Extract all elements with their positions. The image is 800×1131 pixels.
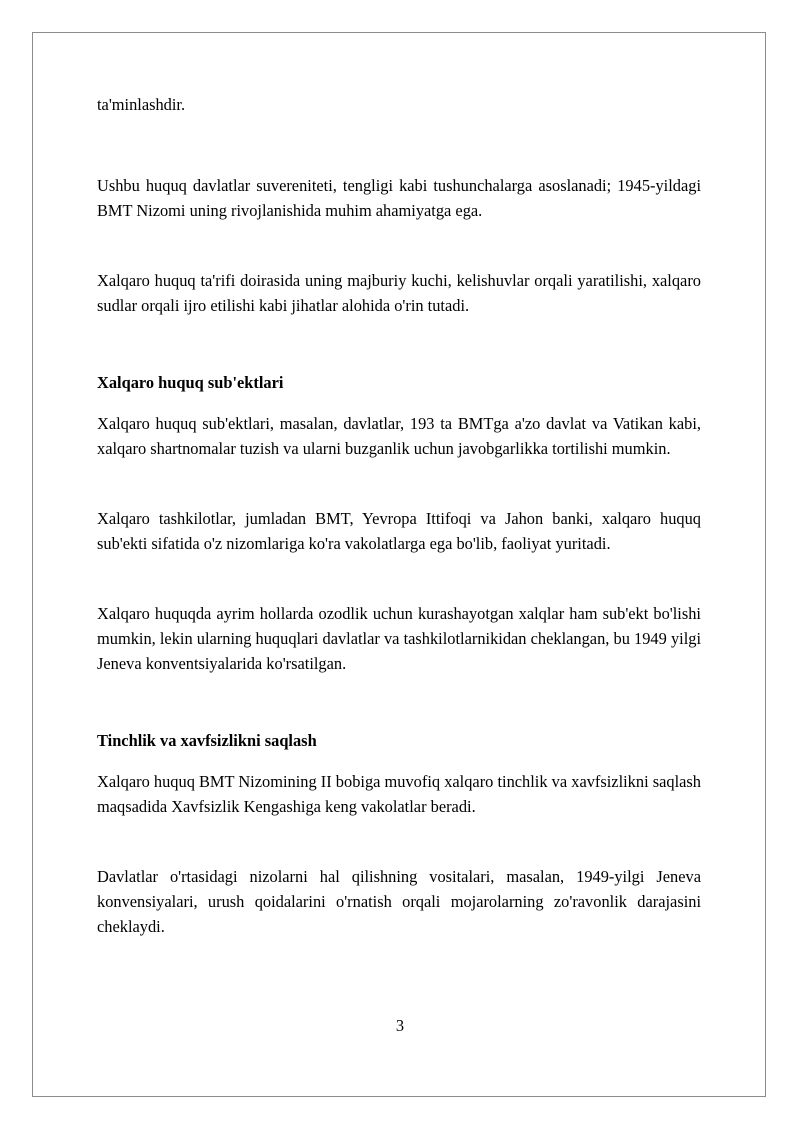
paragraph-sovereignty: Ushbu huquq davlatlar suvereniteti, tengligi kabi tushunchalarga asoslanadi; 1945-yildagi BMT Nizomi uning rivojlanishida muhim ahamiyatga ega. <box>97 176 701 220</box>
paragraph-security-council: Xalqaro huquq BMT Nizomining II bobiga muvofiq xalqaro tinchlik va xavfsizlikni saqlash maqsadida Xavfsizlik Kengashiga keng vakolatlar beradi. <box>97 772 701 816</box>
paragraph-continuation: ta'minlashdir. <box>97 95 186 114</box>
paragraph-states: Xalqaro huquq sub'ektlari, masalan, davlatlar, 193 ta BMTga a'zo davlat va Vatikan kabi, xalqaro shartnomalar tuzish va ularni buzganlik uchun javobgarlikka tortilishi mumkin. <box>97 414 701 458</box>
page-number: 3 <box>395 1016 405 1035</box>
paragraph-definition: Xalqaro huquq ta'rifi doirasida uning majburiy kuchi, kelishuvlar orqali yaratilishi, xalqaro sudlar orqali ijro etilishi kabi jihatlar alohida o'rin tutadi. <box>97 271 701 315</box>
heading-peace-security: Tinchlik va xavfsizlikni saqlash <box>97 731 317 750</box>
page-content <box>97 92 701 939</box>
paragraph-disputes: Davlatlar o'rtasidagi nizolarni hal qilishning vositalari, masalan, 1949-yilgi Jeneva konvensiyalari, urush qoidalarini o'rnatish orqali mojarolarning zo'ravonlik darajasini cheklaydi. <box>97 867 701 936</box>
paragraph-organizations: Xalqaro tashkilotlar, jumladan BMT, Yevropa Ittifoqi va Jahon banki, xalqaro huquq sub'ekti sifatida o'z nizomlariga ko'ra vakolatlarga ega bo'lib, faoliyat yuritadi. <box>97 509 701 553</box>
heading-subjects: Xalqaro huquq sub'ektlari <box>97 373 284 392</box>
paragraph-peoples: Xalqaro huquqda ayrim hollarda ozodlik uchun kurashayotgan xalqlar ham sub'ekt bo'lishi mumkin, lekin ularning huquqlari davlatlar va tashkilotlarnikidan cheklangan, bu 1949 yilgi Jeneva konventsiyalarida ko'rsatilgan. <box>97 604 701 673</box>
